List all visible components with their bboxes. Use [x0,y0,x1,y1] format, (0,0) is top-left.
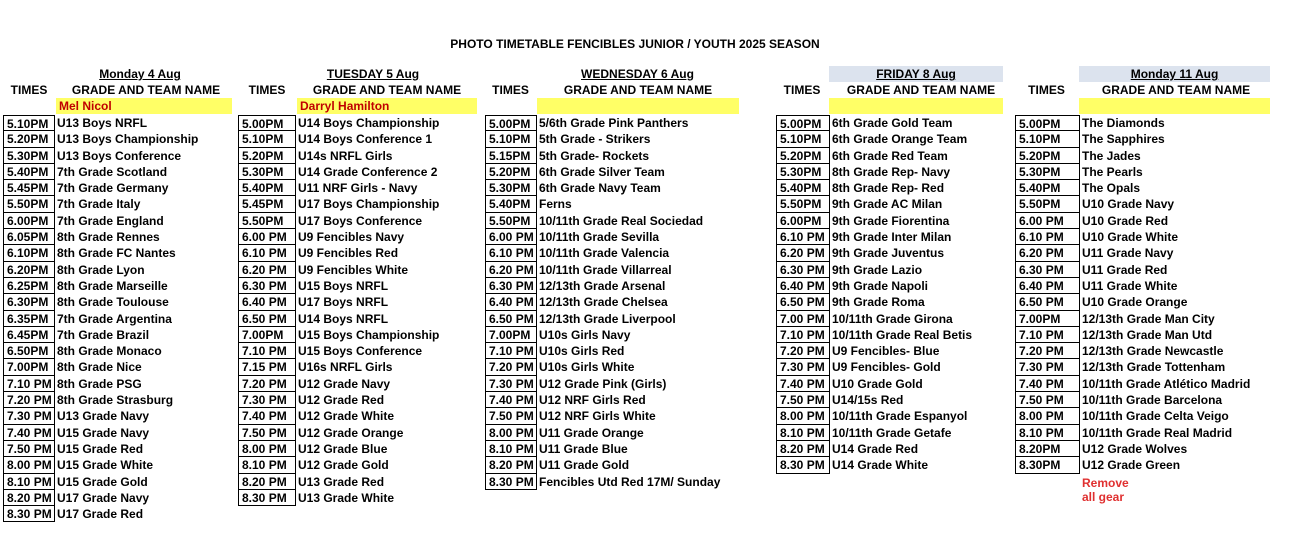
team-name: U12 Grade Blue [298,441,388,456]
times-header: TIMES [1028,83,1065,97]
team-name: 7th Grade Italy [57,197,141,212]
team-name: U12 Grade Navy [298,376,391,391]
team-name: 7th Grade Scotland [57,164,168,179]
slot-time: 6.30PM [3,294,55,310]
team-name: 7th Grade Argentina [57,311,172,326]
slot-time: 7.20 PM [776,343,830,359]
slot-time: 7.50 PM [776,392,830,408]
team-name: 12/13th Grade Liverpool [539,311,676,326]
slot-time: 6.00 PM [238,229,296,245]
slot-time: 7.20 PM [485,359,537,375]
team-name: U15 Boys Conference [298,344,423,359]
team-name: U11 Grade Red [1082,262,1168,277]
slot-time: 5.30PM [1015,164,1080,180]
slot-time: 8.30 PM [238,490,296,506]
slot-time: 8.10 PM [485,441,537,457]
team-name: U14 Grade Conference 2 [298,164,438,179]
team-name: U13 Grade Red [298,474,385,489]
team-name: U10s Girls White [539,360,635,375]
slot-time: 5.10PM [776,131,830,147]
team-name: U12 Grade Gold [298,458,389,473]
team-name: U17 Boys Championship [298,197,440,212]
team-name: U15 Grade Red [57,441,144,456]
slot-time: 5.20PM [238,148,296,164]
slot-time: 7.10 PM [1015,327,1080,343]
team-name: U10 Grade Red [1082,213,1169,228]
team-name: U14 Boys Championship [298,116,440,130]
team-name: 12/13th Grade Tottenham [1082,360,1226,375]
slot-time: 6.50 PM [776,294,830,310]
team-name: U11 Grade Navy [1082,246,1174,261]
slot-time: 5.20PM [776,148,830,164]
slot-time: 7.20 PM [3,392,55,408]
photographer-name [829,98,1003,114]
slot-time: 8.00 PM [1015,408,1080,424]
slot-time: 6.50 PM [485,311,537,327]
slot-time: 6.00 PM [485,229,537,245]
slot-time: 8.30 PM [776,457,830,473]
slot-time: 5.40PM [776,180,830,196]
slot-time: 7.30 PM [1015,359,1080,375]
grade-header: GRADE AND TEAM NAME [1101,83,1251,97]
team-name: U12 Grade Pink (Girls) [539,376,667,391]
slot-time: 6.00PM [776,213,830,229]
team-name: 6th Grade Red Team [832,148,948,163]
team-name: U9 Fencibles Red [298,246,399,261]
team-name: 9th Grade Roma [832,295,925,310]
team-name: 8th Grade Nice [57,360,142,375]
slot-time: 5.30PM [776,164,830,180]
slot-time: 7.50 PM [1015,392,1080,408]
team-name: U11 NRF Girls - Navy [298,181,418,196]
slot-time: 5.45PM [238,196,296,212]
team-name: 10/11th Grade Valencia [539,246,670,261]
slot-time: 6.10PM [3,245,55,261]
slot-time: 5.10PM [1015,131,1080,147]
slot-time: 5.20PM [3,131,55,147]
slot-time: 5.45PM [3,180,55,196]
slot-time: 8.20 PM [776,441,830,457]
team-name: 10/11th Grade Getafe [832,425,952,440]
slot-time: 6.00 PM [1015,213,1080,229]
team-name: U10 Grade White [1082,230,1179,245]
slot-time: 5.30PM [485,180,537,196]
slot-time: 5.40PM [238,180,296,196]
slot-time: 5.50PM [3,196,55,212]
slot-time: 5.20PM [1015,148,1080,164]
team-name: 6th Grade Gold Team [832,116,953,130]
slot-time: 7.40 PM [3,425,55,441]
slot-time: 5.50PM [1015,196,1080,212]
slot-time: 6.10 PM [776,229,830,245]
team-name: U12 Grade Green [1082,458,1181,473]
slot-time: 6.30 PM [238,278,296,294]
slot-time: 6.20 PM [485,262,537,278]
slot-time: 7.10 PM [485,343,537,359]
slot-time: 6.40 PM [1015,278,1080,294]
slot-time: 6.20 PM [1015,245,1080,261]
slot-time: 5.40PM [485,196,537,212]
team-name: Fencibles Utd Red 17M/ Sunday [539,474,721,489]
slot-time: 6.20 PM [776,245,830,261]
slot-time: 7.30 PM [485,376,537,392]
photographer-name [537,98,739,114]
slot-time: 5.10PM [238,131,296,147]
team-name: U13 Boys NRFL [57,116,148,130]
slot-time: 7.50 PM [3,441,55,457]
team-name: U14/15s Red [832,393,904,408]
team-name: 5/6th Grade Pink Panthers [539,116,689,130]
team-name: The Sapphires [1082,132,1165,147]
team-name: The Pearls [1082,164,1143,179]
slot-time: 5.40PM [1015,180,1080,196]
grade-header: GRADE AND TEAM NAME [312,83,462,97]
day-heading: Monday 11 Aug [1079,66,1270,82]
slot-time: 7.30 PM [776,359,830,375]
team-name: 8th Grade Marseille [57,278,168,293]
team-name: 9th Grade Juventus [832,246,945,261]
slot-time: 8.20PM [1015,441,1080,457]
slot-time: 7.20 PM [238,376,296,392]
team-name: 8th Grade Rep- Red [832,181,945,196]
team-name: U14 Boys Conference 1 [298,132,433,147]
slot-time: 6.25PM [3,278,55,294]
slot-time: 5.00PM [776,115,830,131]
slot-time: 6.50 PM [1015,294,1080,310]
team-name: U14 Boys NRFL [298,311,389,326]
slot-time: 6.50PM [3,343,55,359]
slot-time: 6.00PM [3,213,55,229]
team-name: 7th Grade Brazil [57,327,150,342]
slot-time: 7.00PM [238,327,296,343]
slot-time: 6.35PM [3,311,55,327]
slot-time: 7.40 PM [485,392,537,408]
slot-time: 8.20 PM [485,457,537,473]
slot-time: 8.10 PM [238,457,296,473]
team-name: 9th Grade AC Milan [832,197,943,212]
slot-time: 6.05PM [3,229,55,245]
times-header: TIMES [10,83,48,97]
team-name: U15 Grade Navy [57,425,150,440]
team-name: U15 Grade White [57,458,154,473]
team-name: 8th Grade Rep- Navy [832,164,951,179]
team-name: U15 Boys Championship [298,327,440,342]
team-name: U13 Grade Navy [57,409,150,424]
team-name: U10s Girls Navy [539,327,631,342]
team-name: 12/13th Grade Man City [1082,311,1215,326]
team-name: 7th Grade England [57,213,164,228]
slot-time: 6.10 PM [485,245,537,261]
slot-time: 7.40 PM [238,408,296,424]
day-heading: FRIDAY 8 Aug [829,66,1003,82]
slot-time: 6.10 PM [1015,229,1080,245]
slot-time: 7.40 PM [1015,376,1080,392]
team-name: U12 NRF Girls Red [539,393,646,408]
team-name: U9 Fencibles- Blue [832,344,940,359]
slot-time: 7.10 PM [776,327,830,343]
team-name: U14s NRFL Girls [298,148,393,163]
slot-time: 5.50PM [485,213,537,229]
slot-time: 6.20PM [3,262,55,278]
slot-time: 8.10 PM [776,425,830,441]
team-name: 10/11th Grade Atlético Madrid [1082,376,1251,391]
slot-time: 7.10 PM [3,376,55,392]
slot-time: 5.00PM [485,115,537,131]
team-name: U10 Grade Navy [1082,197,1175,212]
team-name: U9 Fencibles Navy [298,230,405,245]
slot-time: 7.20 PM [1015,343,1080,359]
team-name: U15 Boys NRFL [298,278,389,293]
slot-time: 7.50 PM [485,408,537,424]
team-name: 9th Grade Fiorentina [832,213,950,228]
team-name: U17 Grade Red [57,507,144,522]
team-name: U14 Grade White [832,458,929,473]
team-name: U13 Grade White [298,490,395,505]
slot-time: 7.15 PM [238,359,296,375]
team-name: 10/11th Grade Sevilla [539,230,660,245]
team-name: 6th Grade Navy Team [539,181,661,196]
grade-header: GRADE AND TEAM NAME [71,83,221,97]
slot-time: 5.50PM [776,196,830,212]
team-name: 8th Grade Strasburg [57,393,174,408]
slot-time: 5.15PM [485,148,537,164]
slot-time: 7.00PM [485,327,537,343]
team-name: U11 Grade Blue [539,441,628,456]
grade-header: GRADE AND TEAM NAME [846,83,996,97]
slot-time: 6.40 PM [485,294,537,310]
team-name: Ferns [539,197,572,212]
grade-header: GRADE AND TEAM NAME [563,83,713,97]
team-name: 12/13th Grade Newcastle [1082,344,1224,359]
team-name: 7th Grade Germany [57,181,169,196]
team-name: U17 Grade Navy [57,490,150,505]
team-name: 10/11th Grade Girona [832,311,953,326]
team-name: U17 Boys NRFL [298,295,389,310]
team-name: 5th Grade- Rockets [539,148,650,163]
slot-time: 8.00 PM [3,457,55,473]
slot-time: 6.30 PM [485,278,537,294]
team-name: U17 Boys Conference [298,213,423,228]
slot-time: 6.50 PM [238,311,296,327]
team-name: U12 Grade Orange [298,425,404,440]
team-name: 10/11th Grade Real Betis [832,327,973,342]
team-name: 9th Grade Inter Milan [832,230,952,245]
team-name: The Opals [1082,181,1141,196]
team-name: U12 NRF Girls White [539,409,656,424]
team-name: 9th Grade Lazio [832,262,923,277]
times-header: TIMES [783,83,821,97]
slot-time: 7.40 PM [776,376,830,392]
team-name: U12 Grade Red [298,393,385,408]
slot-time: 8.10 PM [1015,425,1080,441]
team-name: 12/13th Grade Arsenal [539,278,666,293]
page-title: PHOTO TIMETABLE FENCIBLES JUNIOR / YOUTH 2025 SEASON [450,37,820,51]
slot-time: 5.30PM [3,148,55,164]
photographer-name [1079,98,1270,114]
team-name: The Diamonds [1082,116,1165,130]
slot-time: 7.00PM [1015,311,1080,327]
team-name: 10/11th Grade Espanyol [832,409,968,424]
team-name: U13 Boys Championship [57,132,199,147]
team-name: U11 Grade Orange [539,425,644,440]
slot-time: 7.10 PM [238,343,296,359]
slot-time: 8.30PM [1015,457,1080,473]
slot-time: 5.40PM [3,164,55,180]
team-name: 6th Grade Orange Team [832,132,968,147]
slot-time: 8.00 PM [485,425,537,441]
slot-time: 6.40 PM [776,278,830,294]
team-name: U13 Boys Conference [57,148,182,163]
team-name: U9 Fencibles- Gold [832,360,941,375]
slot-time: 8.20 PM [238,474,296,490]
slot-time: 6.20 PM [238,262,296,278]
team-name: U9 Fencibles White [298,262,409,277]
team-name: 10/11th Grade Barcelona [1082,393,1223,408]
day-heading: WEDNESDAY 6 Aug [581,67,694,81]
team-name: 8th Grade Monaco [57,344,162,359]
slot-time: 8.30 PM [485,474,537,490]
slot-time: 8.20 PM [3,490,55,506]
team-name: U10s Girls Red [539,344,625,359]
slot-time: 8.00 PM [238,441,296,457]
slot-time: 5.20PM [485,164,537,180]
team-name: 10/11th Grade Celta Veigo [1082,409,1229,424]
slot-time: 7.50 PM [238,425,296,441]
slot-time: 8.00 PM [776,408,830,424]
team-name: 8th Grade PSG [57,376,142,391]
slot-time: 7.00PM [3,359,55,375]
photographer-name: Darryl Hamilton [297,98,477,114]
slot-time: 5.30PM [238,164,296,180]
slot-time: 6.30 PM [1015,262,1080,278]
day-heading: Monday 4 Aug [99,67,181,81]
slot-time: 5.50PM [238,213,296,229]
slot-time: 7.30 PM [3,408,55,424]
slot-time: 7.00 PM [776,311,830,327]
slot-time: 6.40 PM [238,294,296,310]
team-name: 8th Grade Toulouse [57,295,169,310]
times-header: TIMES [248,83,286,97]
slot-time: 5.10PM [3,115,55,131]
slot-time: 6.30 PM [776,262,830,278]
team-name: 8th Grade Lyon [57,262,145,277]
team-name: U14 Grade Red [832,441,919,456]
day-heading: TUESDAY 5 Aug [326,67,420,81]
slot-time: 5.00PM [238,115,296,131]
team-name: 8th Grade FC Nantes [57,246,176,261]
team-name: 10/11th Grade Villarreal [539,262,672,277]
team-name: The Jades [1082,148,1141,163]
slot-time: 6.10 PM [238,245,296,261]
team-name: 10/11th Grade Real Sociedad [539,213,704,228]
team-name: 6th Grade Silver Team [539,164,665,179]
team-name: U11 Grade Gold [539,458,630,473]
team-name: 12/13th Grade Man Utd [1082,327,1213,342]
photographer-name: Mel Nicol [56,98,232,114]
team-name: U10 Grade Orange [1082,295,1188,310]
team-name: U12 Grade Wolves [1082,441,1188,456]
remove-gear-note: Remove all gear [1082,475,1129,504]
team-name: U16s NRFL Girls [298,360,393,375]
team-name: U11 Grade White [1082,278,1178,293]
team-name: 8th Grade Rennes [57,230,160,245]
team-name: U10 Grade Gold [832,376,923,391]
slot-time: 7.30 PM [238,392,296,408]
team-name: 10/11th Grade Real Madrid [1082,425,1233,440]
slot-time: 8.30 PM [3,506,55,522]
slot-time: 6.45PM [3,327,55,343]
team-name: 12/13th Grade Chelsea [539,295,668,310]
slot-time: 5.00PM [1015,115,1080,131]
team-name: 9th Grade Napoli [832,278,929,293]
slot-time: 8.10 PM [3,474,55,490]
slot-time: 5.10PM [485,131,537,147]
times-header: TIMES [492,83,529,97]
team-name: 5th Grade - Strikers [539,132,651,147]
team-name: U12 Grade White [298,409,395,424]
team-name: U15 Grade Gold [57,474,148,489]
